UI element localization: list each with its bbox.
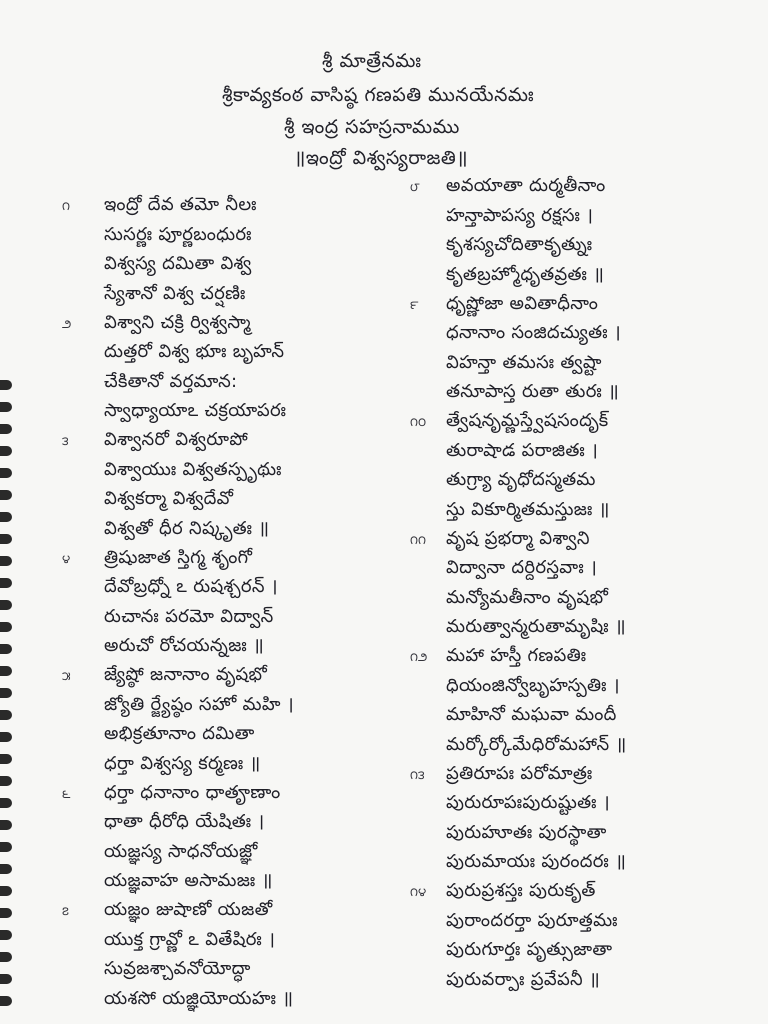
verse-number: ౧౦	[410, 415, 427, 429]
verse-line: మరుత్వాన్మరుతామృషిః ॥	[446, 616, 626, 637]
verse-number: ౯	[410, 297, 419, 312]
verse-line: త్రిషుజాత స్తిగ్మ శృంగో	[104, 546, 253, 568]
verse-line: పురుహూతః పురస్థాతా	[446, 821, 607, 843]
verse-line: రుచానః పరమో విద్వాన్	[104, 605, 274, 627]
verse-line: విశ్వానరో విశ్వరూపో	[104, 429, 248, 450]
verse-line: పురుప్రశస్తః పురుకృత్	[446, 880, 596, 901]
verse-number: ౮	[410, 180, 420, 194]
verse-line: తురాషాడ పరాజితః ।	[446, 439, 599, 461]
verse-line: పురుగూర్తః పృత్సుజాతా	[446, 939, 613, 960]
verse-line: యుక్త గ్రావ్ణో ఽ వితేషిరః ।	[104, 928, 276, 950]
verse-line: త్వేషనృమ్ణస్త్వేషసందృక్	[446, 410, 609, 431]
verse-number: ౫	[62, 669, 71, 683]
verse-line: స్తు వికూర్మితమస్తుజః ॥	[446, 498, 610, 520]
verse-number: ౨	[62, 316, 72, 331]
verse-line: దుత్తరో విశ్వ భూః బృహన్	[104, 341, 285, 362]
verse-line: చేకితానో వర్తమాన:	[104, 370, 238, 392]
verse-line: విశ్వస్య దమితా విశ్వ	[104, 253, 252, 274]
verse-line: ధనానాం సంజిదచ్యుతః ।	[446, 322, 621, 343]
verse-line: జ్యోతి ర్జ్యేష్ఠం సహో మహి ।	[104, 693, 294, 715]
verse-line: పురురూపఃపురుష్టుతః ।	[446, 792, 610, 813]
verse-number: ౧౪	[410, 885, 427, 899]
verse-number: ౬	[62, 786, 71, 801]
verse-line: యశసో యజ్ఞియోయహః ॥	[104, 987, 294, 1009]
verse-line: స్వాధ్యాయాఽ చక్రయాపరః	[104, 400, 287, 421]
verse-line: యజ్ఞం జుషాణో యజతో	[104, 899, 273, 920]
verse-line: మన్యోమతీనాం వృషభో	[446, 586, 609, 608]
verse-line: ధాతా ధీరోధి యేషితః ।	[104, 811, 265, 832]
verse-line: విశ్వాయుః విశ్వతస్పృథుః	[104, 458, 282, 480]
verse-line: కృశస్యచోదితాకృత్నుః	[446, 234, 593, 255]
verse-line: విద్వానా దర్దిరస్తవాః ।	[446, 557, 598, 578]
verse-line: జ్యేష్ఠో జనానాం వృషభో	[104, 664, 268, 685]
verse-line: దేవోబ్రధ్నో ఽ రుషశ్చరన్ ।	[104, 576, 278, 597]
verse-number: ౩	[62, 434, 69, 448]
verse-line: హన్తాపాపస్య రక్షసః ।	[446, 204, 594, 226]
verse-line: సువ్రజశ్చావనోయోద్ధా	[104, 958, 251, 979]
header-line-4: ॥ఇంద్రో విశ్వస్యరాజతి॥	[294, 147, 469, 169]
verse-line: తనూపాస్త రుతా తురః ॥	[446, 381, 620, 402]
verse-line: అవయాతా దుర్మతీనాం	[446, 175, 606, 196]
verse-line: విశ్వాని చక్రి ర్విశ్వస్మా	[104, 311, 251, 333]
verse-line: పురాందరర్తా పురూత్తమః	[446, 909, 618, 931]
verse-line: మహా హస్తీ గణపతిః	[446, 645, 587, 666]
verse-line: వృష ప్రభర్మా విశ్వాని	[446, 527, 590, 549]
verse-number: ౭	[62, 904, 69, 918]
verse-line: విశ్వకర్మా విశ్వదేవో	[104, 488, 234, 509]
verse-number: ౧	[62, 199, 70, 213]
verse-line: ఇంద్రో దేవ తమో నీలః	[104, 194, 257, 215]
verse-line: అరుచో రోచయన్నజః ॥	[104, 635, 265, 656]
verse-line: యజ్ఞవాహ అసామజః ॥	[104, 870, 273, 891]
verse-line: ధియంజిన్వోబృహస్పతిః ।	[446, 674, 620, 696]
verse-line: విహన్తా తమసః త్వష్టా	[446, 351, 602, 373]
verse-number: ౧౩	[410, 767, 425, 782]
verse-line: సుసర్ణః పూర్ణబంధురః	[104, 223, 252, 245]
verse-line: పురువర్పాః ప్రవేపనీ ॥	[446, 968, 601, 990]
verse-number: ౧౧	[410, 532, 426, 547]
verse-line: ధర్తా విశ్వస్య కర్మణః ॥	[104, 752, 261, 774]
verse-line: మాహినో మఘవా మందీ	[446, 704, 617, 725]
verse-number: ౪	[62, 551, 71, 566]
spiral-binding	[0, 380, 14, 1020]
verse-line: ధర్తా ధనానాం ధాతౄణాం	[104, 781, 281, 803]
header-line-2: శ్రీకావ్యకంఠ వాసిష్ఠ గణపతి మునయేనమః	[222, 84, 535, 106]
verse-line: అభిక్రతూనాం దమితా	[104, 723, 255, 744]
verse-line: తుగ్ర్యా వృధోదస్మతమ	[446, 469, 596, 490]
verse-line: మర్కోర్కోమేధిరోమహాన్ ॥	[446, 733, 627, 755]
verse-number: ౧౨	[410, 650, 428, 664]
verse-line: ప్రతిరూపః పరోమాత్రః	[446, 762, 593, 784]
header-line-3: శ్రీ ఇంద్ర సహస్రనామము	[284, 116, 460, 138]
verse-line: యజ్ఞస్య సాధనోయజ్ఞో	[104, 840, 258, 862]
verse-line: విశ్వతో ధీర నిష్కృతః ॥	[104, 517, 270, 539]
header-line-1: శ్రీ మాత్రేనమః	[322, 50, 422, 72]
verse-line: పురుమాయః పురందరః ॥	[446, 851, 627, 872]
verse-line: స్యేశానో విశ్వ చర్షణిః	[104, 282, 246, 304]
verse-line: కృతబ్రహ్మోధృతవ్రతః ॥	[446, 263, 605, 285]
verse-line: ధృష్ణోజా అవితాధీనాం	[446, 292, 599, 314]
